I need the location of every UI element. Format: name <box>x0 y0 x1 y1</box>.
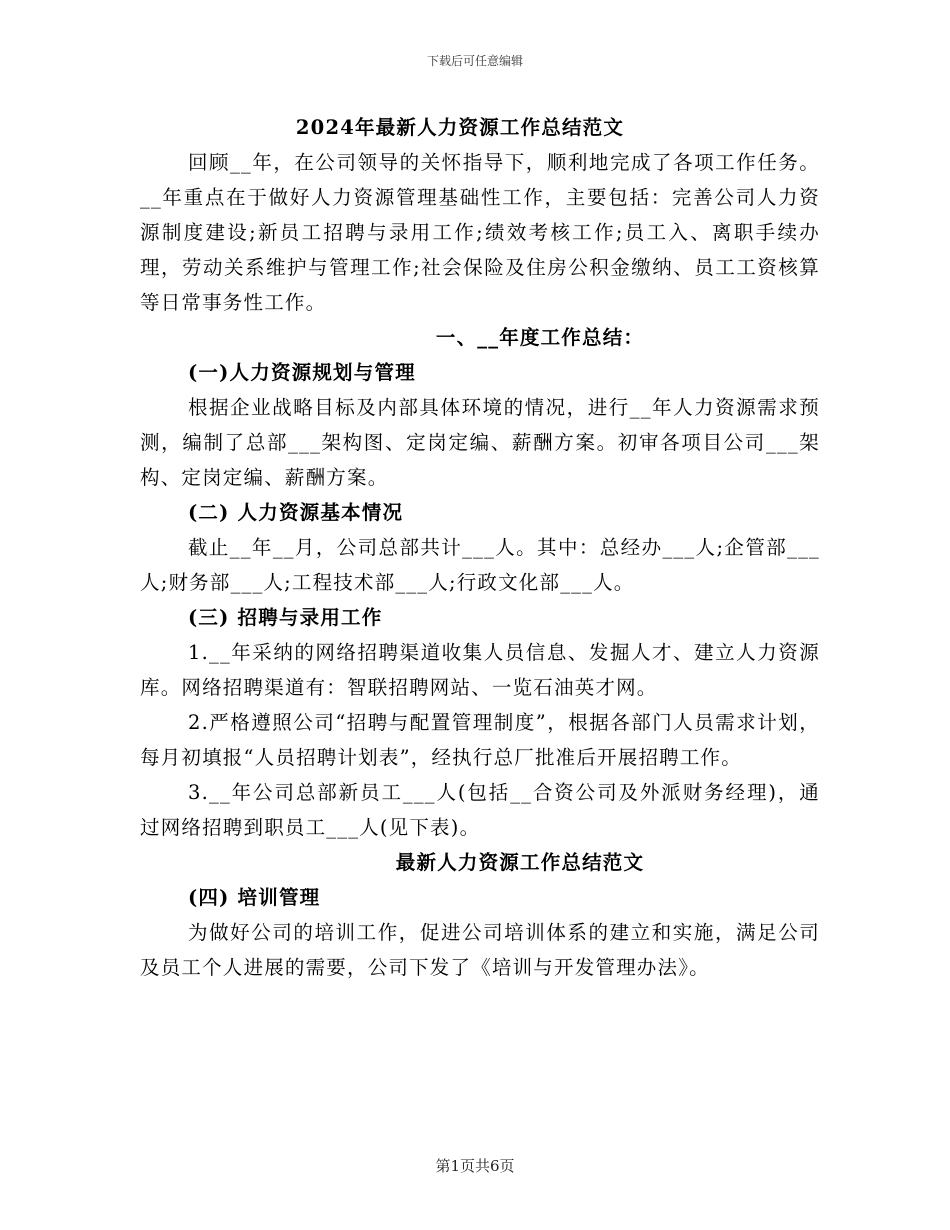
list-item: 3.__年公司总部新员工___人(包括__合资公司及外派财务经理)，通过网络招聘到职员工___人(见下表)。 <box>140 781 820 839</box>
document-body <box>140 110 820 985</box>
header-note: 下载后可任意编辑 <box>426 54 523 68</box>
document-title: 2024年最新人力资源工作总结范文 <box>295 116 625 139</box>
subsection-heading-1: (一)人力资源规划与管理 <box>188 361 416 384</box>
page-footer: 第1页共6页 <box>435 1157 515 1175</box>
mid-title: 最新人力资源工作总结范文 <box>395 851 645 874</box>
subsection-text-2: 截止__年__月，公司总部共计___人。其中：总经办___人;企管部___人;财务部___人;工程技术部___人;行政文化部___人。 <box>140 536 820 594</box>
section-heading: 一、__年度工作总结： <box>435 326 645 349</box>
subsection-heading-2: (二) 人力资源基本情况 <box>188 501 404 524</box>
subsection-heading-3: (三) 招聘与录用工作 <box>188 606 383 629</box>
list-item: 2.严格遵照公司“招聘与配置管理制度”，根据各部门人员需求计划，每月初填报“人员招聘计划表”，经执行总厂批准后开展招聘工作。 <box>140 711 820 769</box>
subsection-text-4: 为做好公司的培训工作，促进公司培训体系的建立和实施，满足公司及员工个人进展的需要，公司下发了《培训与开发管理办法》。 <box>140 921 820 979</box>
list-item: 1.__年采纳的网络招聘渠道收集人员信息、发掘人才、建立人力资源库。网络招聘渠道有：智联招聘网站、一览石油英才网。 <box>140 641 820 699</box>
subsection-heading-4: (四) 培训管理 <box>188 886 321 909</box>
subsection-text-1: 根据企业战略目标及内部具体环境的情况，进行__年人力资源需求预测，编制了总部___架构图、定岗定编、薪酬方案。初审各项目公司___架构、定岗定编、薪酬方案。 <box>140 396 820 489</box>
intro-paragraph: 回顾__年，在公司领导的关怀指导下，顺利地完成了各项工作任务。__年重点在于做好人力资源管理基础性工作，主要包括：完善公司人力资源制度建设;新员工招聘与录用工作;绩效考核工作;员工入、离职手续办理，劳动关系维护与管理工作;社会保险及住房公积金缴纳、员工工资核算等日常事务性工作。 <box>140 151 820 314</box>
